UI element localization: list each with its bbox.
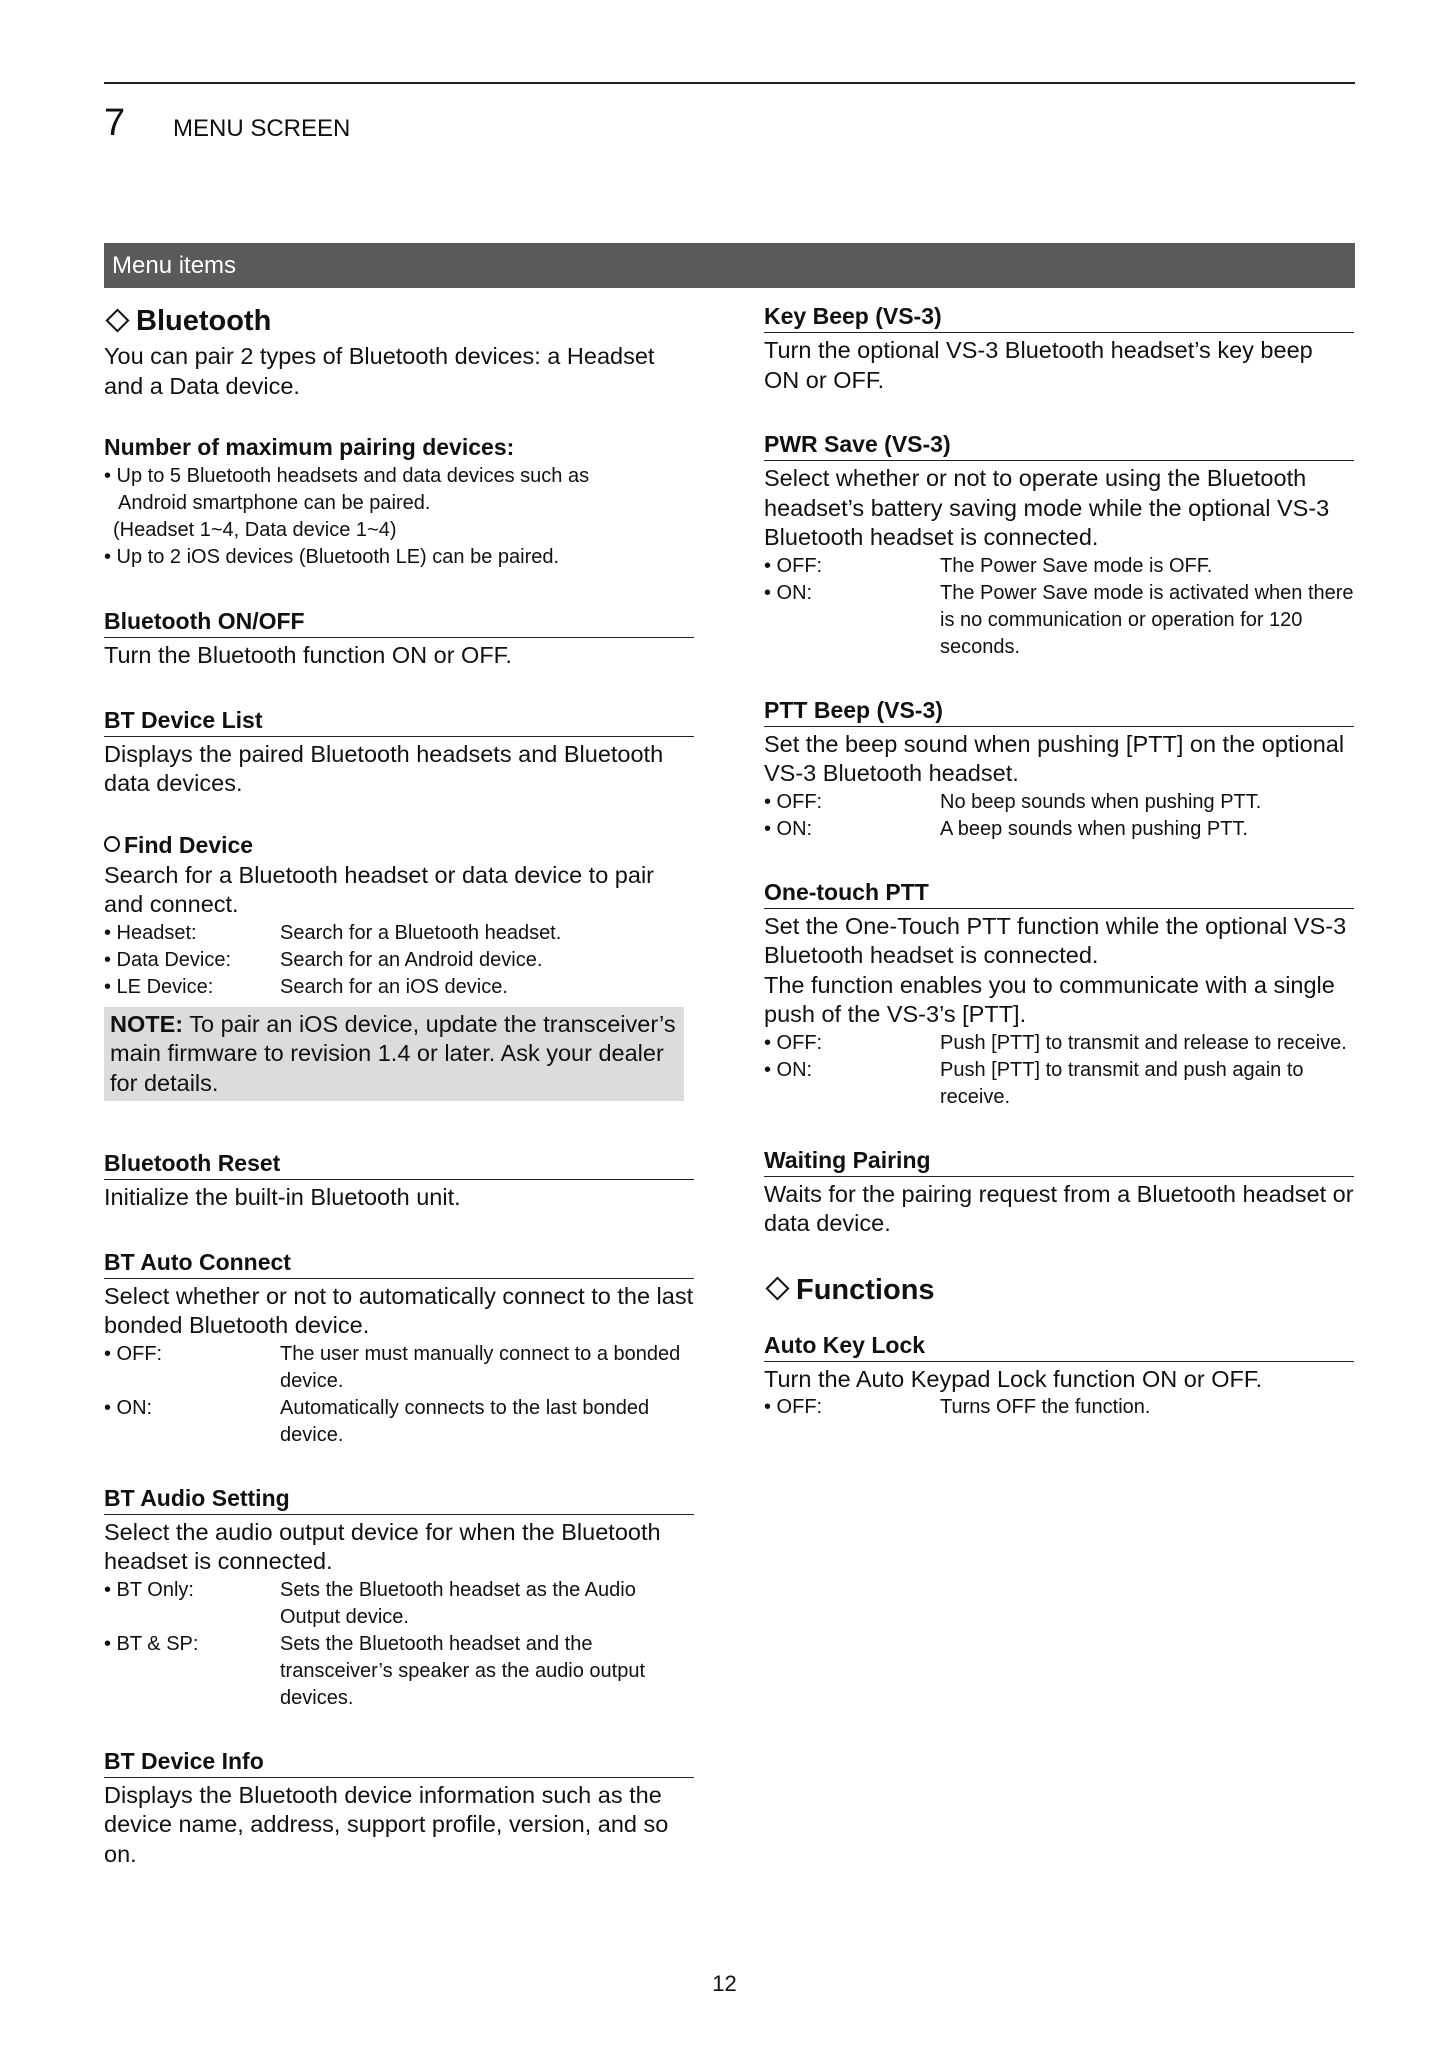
- ptt-beep-item: [764, 789, 1354, 816]
- bt-onoff-text: Turn the Bluetooth function ON or OFF.: [104, 642, 512, 668]
- right-column: [764, 300, 1354, 1421]
- def-desc: The user must manually connect to a bonded device.: [280, 1342, 681, 1392]
- one-touch-item: [764, 1030, 1354, 1057]
- def-desc: The Power Save mode is OFF.: [940, 554, 1213, 577]
- one-touch-item: [764, 1057, 1354, 1111]
- key-beep-text: Turn the optional VS-3 Bluetooth headset’s key beep ON or OFF.: [764, 337, 1313, 393]
- note-box: [104, 1007, 684, 1102]
- max-pairing-line3: (Headset 1~4, Data device 1~4): [113, 519, 397, 541]
- def-desc: Search for a Bluetooth headset.: [280, 921, 562, 944]
- auto-key-lock-title: Auto Key Lock: [764, 1329, 1354, 1362]
- find-device-item: [104, 947, 694, 974]
- functions-heading: [764, 1269, 1354, 1311]
- max-pairing-line1: • Up to 5 Bluetooth headsets and data devices such as: [104, 465, 590, 487]
- circle-bullet-icon: [104, 836, 120, 852]
- def-desc: Push [PTT] to transmit and push again to receive.: [940, 1058, 1304, 1108]
- find-device-item: [104, 974, 694, 1001]
- bt-device-list-text: Displays the paired Bluetooth headsets and Bluetooth data devices.: [104, 740, 664, 796]
- def-desc: Sets the Bluetooth headset as the Audio Output device.: [280, 1578, 636, 1628]
- def-term: • OFF:: [764, 790, 823, 813]
- one-touch-title: One-touch PTT: [764, 876, 1354, 909]
- bt-audio-item: [104, 1631, 694, 1712]
- auto-connect-item: [104, 1341, 694, 1395]
- find-device-item: [104, 920, 694, 947]
- one-touch-text1: Set the One-Touch PTT function while the optional VS-3 Bluetooth headset is connected.: [764, 912, 1347, 968]
- def-desc: Search for an iOS device.: [280, 975, 508, 998]
- find-device-title: [104, 829, 694, 861]
- find-device-text: Search for a Bluetooth headset or data device to pair and connect.: [104, 861, 654, 917]
- def-desc: The Power Save mode is activated when there is no communication or operation for 120 seconds.: [940, 581, 1354, 658]
- bluetooth-heading: [104, 300, 694, 342]
- pwr-save-title: PWR Save (VS-3): [764, 428, 1354, 461]
- auto-key-lock-item: [764, 1394, 1354, 1421]
- pwr-save-item: [764, 580, 1354, 661]
- auto-connect-item: [104, 1395, 694, 1449]
- waiting-pairing-text: Waits for the pairing request from a Bluetooth headset or data device.: [764, 1180, 1354, 1236]
- bt-audio-title: BT Audio Setting: [104, 1482, 694, 1515]
- chapter-title: MENU SCREEN: [173, 115, 351, 142]
- def-term: • OFF:: [764, 1031, 823, 1054]
- menu-items-label: Menu items: [112, 252, 237, 279]
- max-pairing-title: Number of maximum pairing devices:: [104, 434, 515, 460]
- def-desc: Automatically connects to the last bonded device.: [280, 1396, 650, 1446]
- bt-onoff-title: Bluetooth ON/OFF: [104, 605, 694, 638]
- bt-auto-connect-text: Select whether or not to automatically connect to the last bonded Bluetooth device.: [104, 1282, 694, 1338]
- def-desc: Push [PTT] to transmit and release to receive.: [940, 1031, 1347, 1054]
- find-device-title-text: Find Device: [124, 831, 254, 858]
- ptt-beep-item: [764, 816, 1354, 843]
- def-term: • OFF:: [764, 554, 823, 577]
- bt-audio-item: [104, 1577, 694, 1631]
- def-term: • ON:: [104, 1396, 153, 1419]
- menu-items-bar: [104, 243, 1355, 288]
- def-desc: A beep sounds when pushing PTT.: [940, 817, 1248, 840]
- bt-reset-text: Initialize the built-in Bluetooth unit.: [104, 1184, 461, 1210]
- def-desc: Search for an Android device.: [280, 948, 543, 971]
- max-pairing-line4: • Up to 2 iOS devices (Bluetooth LE) can be paired.: [104, 546, 560, 568]
- left-column: [104, 300, 694, 1869]
- waiting-pairing-title: Waiting Pairing: [764, 1144, 1354, 1177]
- note-label: NOTE:: [110, 1010, 184, 1037]
- bt-device-list-title: BT Device List: [104, 704, 694, 737]
- max-pairing-line2: Android smartphone can be paired.: [118, 492, 431, 514]
- def-term: • ON:: [764, 817, 813, 840]
- top-rule: [104, 82, 1355, 84]
- def-term: • OFF:: [764, 1396, 823, 1418]
- def-desc: Sets the Bluetooth headset and the transceiver’s speaker as the audio output devices.: [280, 1632, 646, 1709]
- def-term: • LE Device:: [104, 975, 214, 998]
- bt-info-text: Displays the Bluetooth device information such as the device name, address, support profile, version, and so on.: [104, 1781, 669, 1867]
- def-term: • ON:: [764, 581, 813, 604]
- page-number: 12: [712, 1971, 737, 1996]
- key-beep-title: Key Beep (VS-3): [764, 300, 1354, 333]
- def-term: • OFF:: [104, 1342, 163, 1365]
- def-desc: Turns OFF the function.: [940, 1396, 1151, 1418]
- functions-heading-text: Functions: [796, 1273, 935, 1306]
- diamond-icon: [105, 308, 129, 332]
- bluetooth-heading-text: Bluetooth: [136, 305, 272, 337]
- ptt-beep-title: PTT Beep (VS-3): [764, 694, 1354, 727]
- def-term: • Headset:: [104, 921, 197, 944]
- note-text: To pair an iOS device, update the transceiver’s main firmware to revision 1.4 or later. Ask your dealer for details.: [110, 1010, 676, 1096]
- def-desc: No beep sounds when pushing PTT.: [940, 790, 1262, 813]
- pwr-save-text: Select whether or not to operate using the Bluetooth headset’s battery saving mode while the optional VS-3 Bluetooth headset is connected.: [764, 465, 1330, 550]
- ptt-beep-text: Set the beep sound when pushing [PTT] on the optional VS-3 Bluetooth headset.: [764, 730, 1345, 786]
- chapter-number: 7: [104, 102, 126, 144]
- bt-audio-text: Select the audio output device for when the Bluetooth headset is connected.: [104, 1518, 661, 1574]
- auto-key-lock-text: Turn the Auto Keypad Lock function ON or OFF.: [764, 1365, 1263, 1392]
- bt-info-title: BT Device Info: [104, 1745, 694, 1778]
- bt-reset-title: Bluetooth Reset: [104, 1147, 694, 1180]
- pwr-save-item: [764, 553, 1354, 580]
- bt-auto-connect-title: BT Auto Connect: [104, 1246, 694, 1279]
- def-term: • BT & SP:: [104, 1632, 199, 1655]
- def-term: • ON:: [764, 1058, 813, 1081]
- def-term: • BT Only:: [104, 1578, 194, 1601]
- one-touch-text2: The function enables you to communicate with a single push of the VS-3’s [PTT].: [764, 971, 1335, 1027]
- bluetooth-intro: You can pair 2 types of Bluetooth devices: a Headset and a Data device.: [104, 343, 655, 399]
- def-term: • Data Device:: [104, 948, 232, 971]
- diamond-icon: [765, 1277, 789, 1301]
